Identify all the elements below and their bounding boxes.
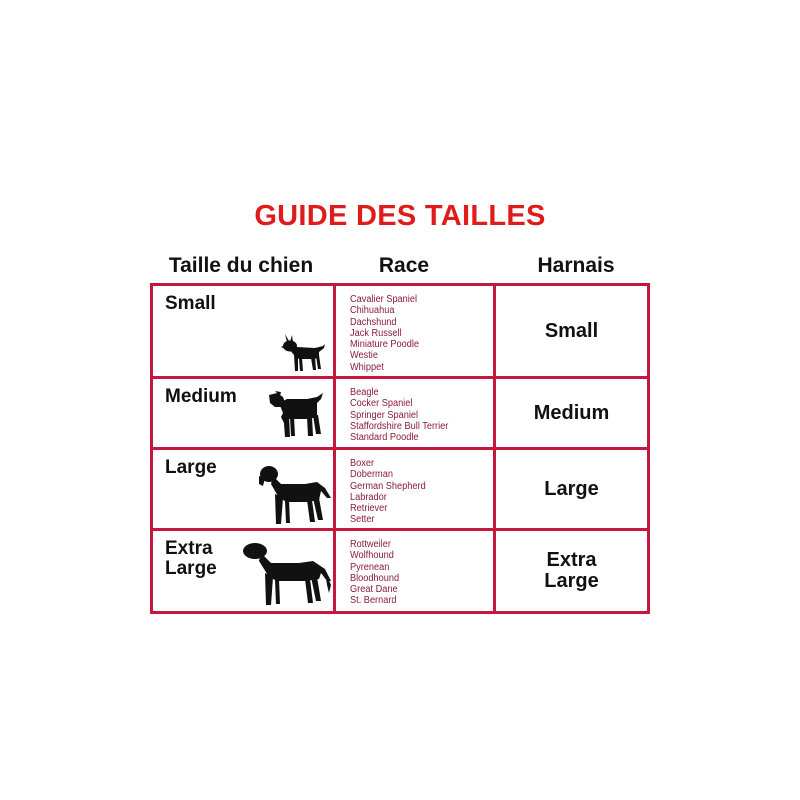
list-item: Dachshund <box>350 316 397 328</box>
column-header-harness: Harnais <box>537 254 615 277</box>
list-item: Retriever <box>350 503 388 515</box>
list-item: Doberman <box>350 469 393 481</box>
list-item: Miniature Poodle <box>350 339 420 351</box>
list-item: Westie <box>350 350 378 362</box>
harness-size: Small <box>544 319 599 342</box>
harness-size: Extra Large <box>544 549 599 592</box>
breed-list-cell <box>336 531 493 611</box>
breed-list <box>350 539 403 607</box>
size-label: Medium <box>165 386 237 407</box>
harness-cell <box>496 531 647 611</box>
size-label: Extra Large <box>165 538 217 579</box>
list-item: Standard Poodle <box>350 432 419 444</box>
breed-list <box>350 387 457 443</box>
list-item: Staffordshire Bull Terrier <box>350 420 449 432</box>
breed-list-cell <box>336 286 493 376</box>
breed-list <box>350 294 425 373</box>
table-row <box>153 450 333 528</box>
list-item: Labrador <box>350 491 387 503</box>
list-item: Wolfhound <box>350 550 394 562</box>
table-border-bottom <box>150 611 650 614</box>
list-item: Springer Spaniel <box>350 409 419 421</box>
list-item: Whippet <box>350 361 384 373</box>
list-item: Bloodhound <box>350 572 400 584</box>
list-item: Cavalier Spaniel <box>350 294 418 305</box>
list-item: St. Bernard <box>350 595 397 607</box>
list-item: Boxer <box>350 458 375 469</box>
harness-size: Medium <box>533 401 610 424</box>
list-item: German Shepherd <box>350 480 426 492</box>
large-dog-icon <box>255 464 333 526</box>
breed-list <box>350 458 432 526</box>
list-item: Jack Russell <box>350 327 402 339</box>
list-item: Cocker Spaniel <box>350 398 413 410</box>
table-row <box>153 379 333 447</box>
table-border-right <box>647 283 650 614</box>
size-label: Large <box>165 457 217 478</box>
harness-cell <box>496 450 647 528</box>
great-dane-icon <box>241 541 333 607</box>
size-label: Small <box>165 293 216 314</box>
table-row <box>153 286 333 376</box>
list-item: Setter <box>350 514 375 526</box>
harness-cell <box>496 286 647 376</box>
list-item: Chihuahua <box>350 305 395 317</box>
breed-list-cell <box>336 379 493 447</box>
size-guide-table <box>150 283 650 614</box>
column-header-size: Taille du chien <box>168 254 314 277</box>
harness-cell <box>496 379 647 447</box>
list-item: Great Dane <box>350 584 398 596</box>
terrier-dog-icon <box>263 389 329 441</box>
page-title: GUIDE DES TAILLES <box>254 200 546 232</box>
column-header-race: Race <box>378 254 430 277</box>
small-dog-icon <box>277 332 329 374</box>
breed-list-cell <box>336 450 493 528</box>
list-item: Beagle <box>350 387 379 398</box>
list-item: Pyrenean <box>350 561 390 573</box>
list-item: Rottweiler <box>350 539 391 550</box>
table-row <box>153 531 333 611</box>
harness-size: Large <box>544 477 599 500</box>
